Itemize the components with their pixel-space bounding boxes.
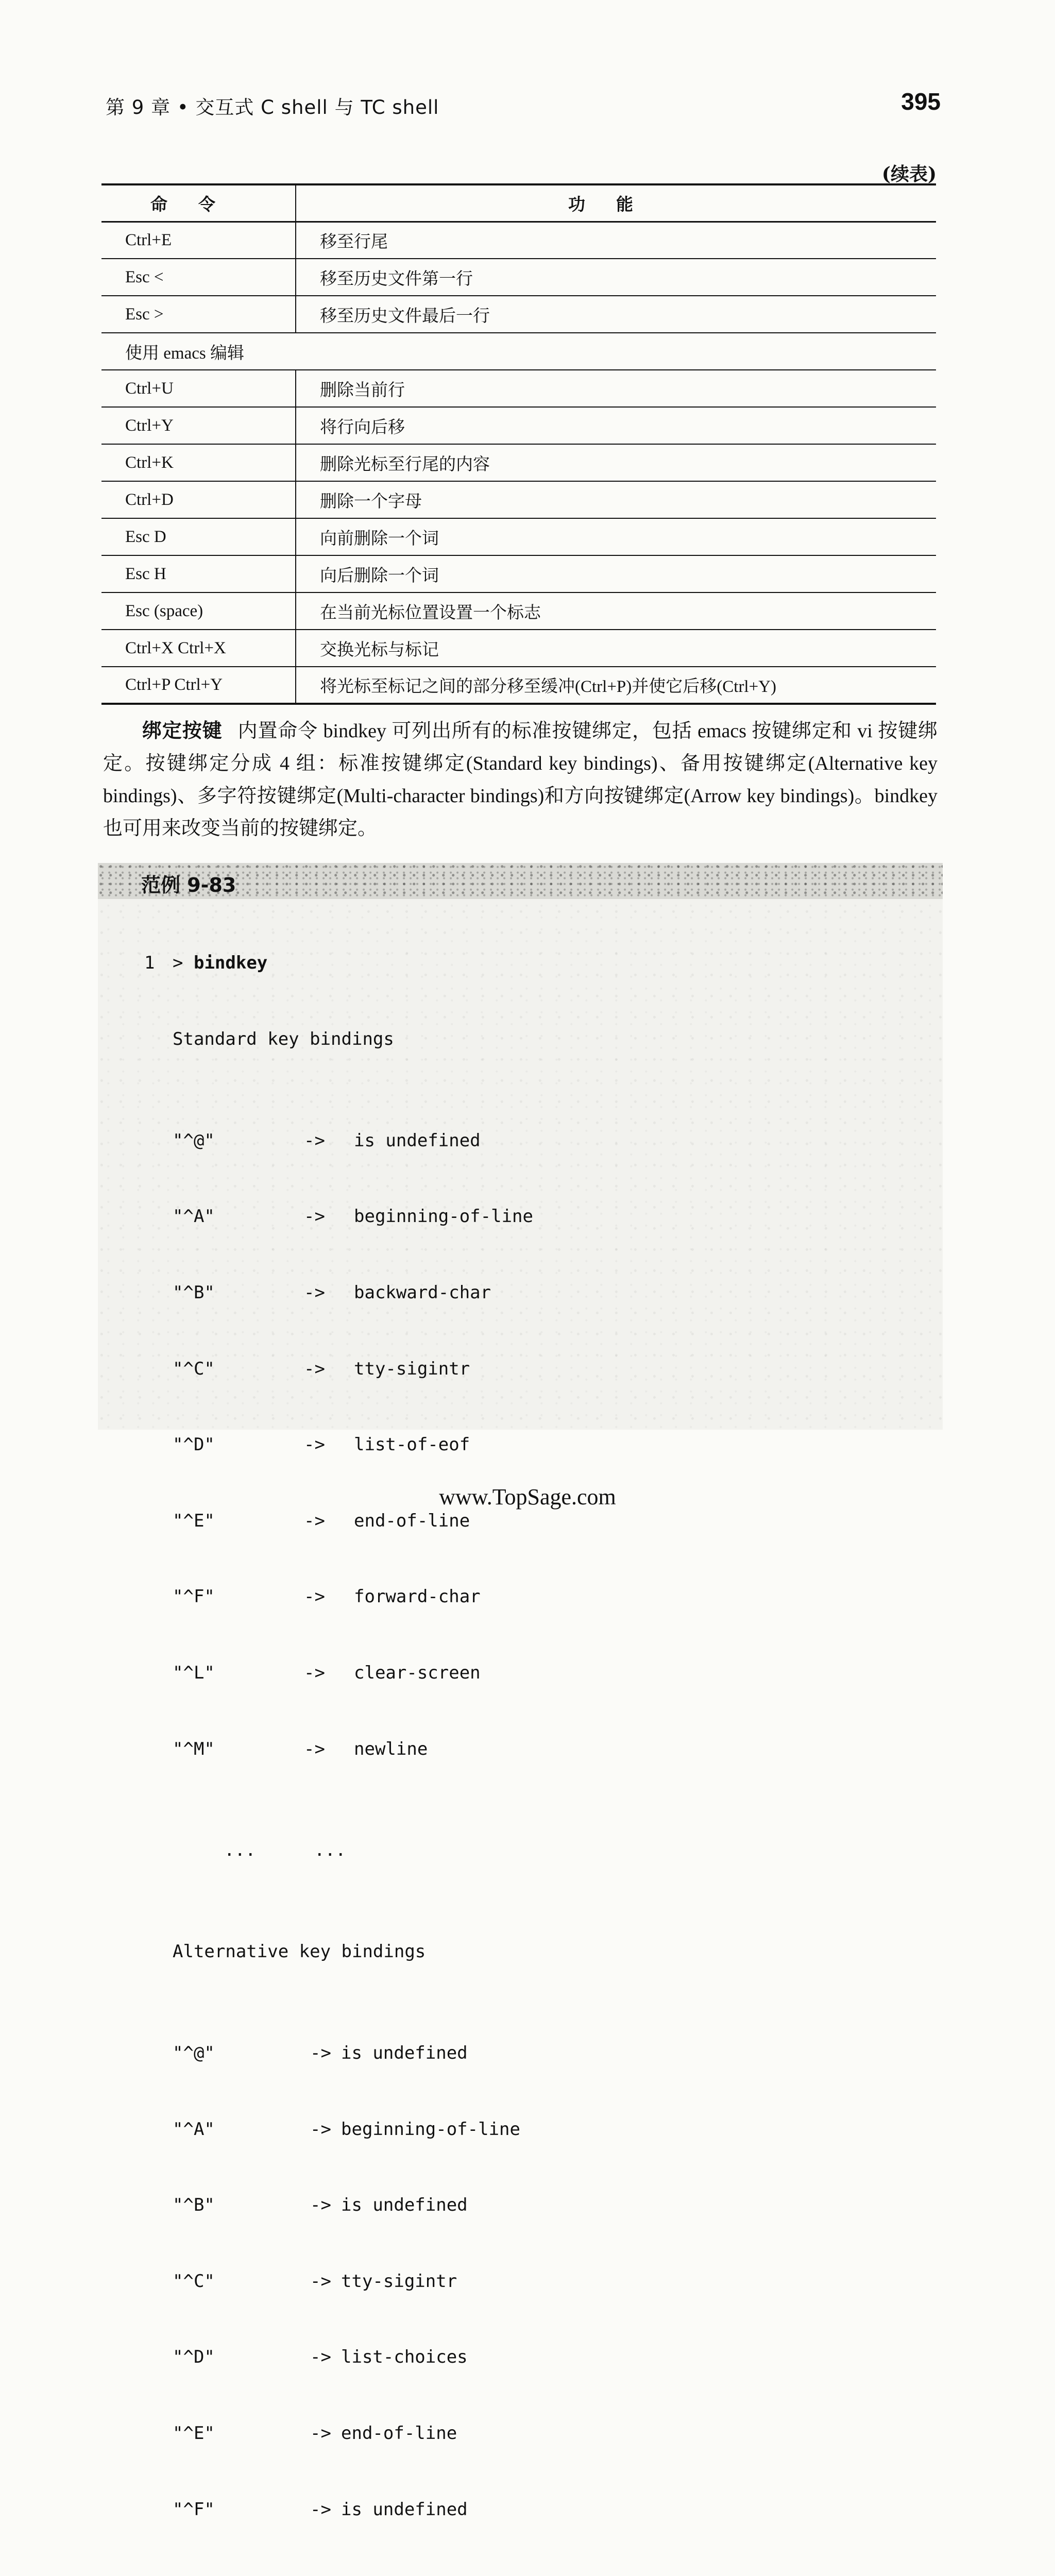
binding-desc: tty-sigintr	[341, 2270, 457, 2292]
binding-desc: end-of-line	[341, 2422, 457, 2444]
function-cell: 在当前光标位置设置一个标志	[296, 592, 936, 630]
binding-desc: is undefined	[341, 2499, 468, 2520]
command-cell: Ctrl+K	[101, 444, 296, 481]
binding-desc: list-of-eof	[354, 1434, 470, 1455]
footer-url: www.TopSage.com	[439, 1484, 616, 1510]
binding-desc: list-choices	[341, 2347, 468, 2368]
page-number: 395	[901, 88, 941, 115]
binding-line	[98, 1432, 470, 1458]
binding-key: "^M"	[173, 1738, 215, 1759]
binding-key: "^E"	[173, 1510, 215, 1531]
binding-arrow: ->	[310, 2499, 331, 2520]
binding-arrow: ->	[310, 2270, 331, 2292]
standard-heading: Standard key bindings	[173, 1029, 394, 1049]
binding-arrow: ->	[304, 1206, 325, 1227]
function-cell: 移至历史文件第一行	[296, 259, 936, 296]
table-row	[101, 630, 936, 667]
binding-key: "^F"	[173, 2499, 215, 2520]
table-row	[101, 481, 936, 518]
binding-key: "^F"	[173, 1586, 215, 1607]
binding-desc: is undefined	[341, 2195, 468, 2216]
binding-key: "^D"	[173, 2347, 215, 2368]
binding-arrow: ->	[310, 2195, 331, 2216]
binding-desc: beginning-of-line	[354, 1206, 533, 1227]
table-row	[101, 518, 936, 555]
binding-desc: tty-sigintr	[354, 1358, 470, 1379]
binding-line	[98, 2497, 468, 2522]
binding-arrow: ->	[304, 1510, 325, 1531]
binding-key: "^@"	[173, 2042, 215, 2063]
binding-arrow: ->	[310, 2347, 331, 2368]
binding-arrow: ->	[304, 1662, 325, 1683]
binding-line	[98, 2421, 457, 2446]
command-cell: Esc >	[101, 296, 296, 333]
table-section-row	[101, 333, 936, 370]
function-cell: 移至行尾	[296, 222, 936, 259]
binding-arrow: ->	[304, 1130, 325, 1151]
function-cell: 向后删除一个词	[296, 555, 936, 592]
paragraph-text: 内置命令 bindkey 可列出所有的标准按键绑定，包括 emacs 按键绑定和 vi 按键绑定。按键绑定分成 4 组：标准按键绑定(Standard key bindings)、备用按键绑定(Alternative key bindings)、多字符按键绑定(Multi-character bindings)和方向按键绑定(Arrow key bindings)。bindkey 也可用来改变当前的按键绑定。	[103, 720, 938, 839]
binding-key: "^B"	[173, 1282, 215, 1303]
table-continued-label: (续表)	[881, 163, 937, 185]
table-header-row	[101, 184, 936, 222]
binding-arrow: ->	[304, 1434, 325, 1455]
command-cell: Ctrl+U	[101, 370, 296, 407]
binding-key: "^D"	[173, 1434, 215, 1455]
binding-key: "^B"	[173, 2195, 215, 2216]
binding-desc: clear-screen	[354, 1662, 481, 1683]
column-header-command: 命令	[101, 184, 296, 222]
running-header: 第 9 章 • 交互式 C shell 与 TC shell	[106, 96, 439, 118]
command-cell: Ctrl+Y	[101, 407, 296, 444]
function-cell: 向前删除一个词	[296, 518, 936, 555]
binding-line	[98, 1357, 470, 1382]
command-cell: Esc (space)	[101, 592, 296, 630]
table-row	[101, 370, 936, 407]
binding-desc: end-of-line	[354, 1510, 470, 1531]
command-cell: Ctrl+E	[101, 222, 296, 259]
ellipsis: ...	[314, 1840, 346, 1861]
table-row	[101, 592, 936, 630]
command-cell: Ctrl+X Ctrl+X	[101, 630, 296, 667]
prompt: >	[173, 953, 183, 974]
binding-key: "^C"	[173, 2270, 215, 2292]
example-title: 范例 9-83	[141, 874, 236, 896]
table-row	[101, 444, 936, 481]
code-line-command	[98, 951, 268, 976]
binding-line	[98, 1128, 481, 1154]
command-cell: Esc D	[101, 518, 296, 555]
table-row	[101, 407, 936, 444]
function-cell: 移至历史文件最后一行	[296, 296, 936, 333]
command-cell: Esc H	[101, 555, 296, 592]
binding-key: "^A"	[173, 1206, 215, 1227]
table-row	[101, 667, 936, 704]
binding-arrow: ->	[304, 1358, 325, 1379]
ellipsis-line	[98, 1838, 346, 1863]
function-cell: 删除当前行	[296, 370, 936, 407]
binding-arrow: ->	[304, 1586, 325, 1607]
ellipsis: ...	[224, 1840, 256, 1861]
binding-key: "^E"	[173, 2422, 215, 2444]
binding-key: "^A"	[173, 2119, 215, 2140]
binding-key: "^C"	[173, 1358, 215, 1379]
example-title-bar	[98, 863, 943, 899]
column-header-function: 功能	[296, 184, 936, 222]
binding-arrow: ->	[304, 1738, 325, 1759]
binding-desc: is undefined	[341, 2042, 468, 2063]
command-cell: Ctrl+P Ctrl+Y	[101, 667, 296, 704]
command-text: bindkey	[193, 953, 268, 974]
line-number: 1	[144, 953, 155, 974]
command-cell: Ctrl+D	[101, 481, 296, 518]
binding-arrow: ->	[310, 2422, 331, 2444]
binding-line	[98, 1737, 428, 1762]
table-row	[101, 555, 936, 592]
binding-line	[98, 1584, 481, 1609]
binding-desc: is undefined	[354, 1130, 481, 1151]
function-cell: 将行向后移	[296, 407, 936, 444]
binding-arrow: ->	[310, 2119, 331, 2140]
binding-desc: beginning-of-line	[341, 2119, 520, 2140]
binding-desc: newline	[354, 1738, 428, 1759]
function-cell: 交换光标与标记	[296, 630, 936, 667]
table-row	[101, 296, 936, 333]
binding-line	[98, 1660, 481, 1686]
binding-desc: backward-char	[354, 1282, 491, 1303]
body-paragraph	[103, 715, 938, 845]
function-cell: 删除光标至行尾的内容	[296, 444, 936, 481]
binding-line	[98, 1509, 470, 1534]
key-command-table	[101, 183, 936, 705]
binding-line	[98, 1280, 491, 1306]
binding-line	[98, 2269, 457, 2294]
paragraph-lead: 绑定按键	[142, 720, 223, 742]
binding-arrow: ->	[310, 2042, 331, 2063]
binding-arrow: ->	[304, 1282, 325, 1303]
table-row	[101, 222, 936, 259]
alternative-heading: Alternative key bindings	[173, 1941, 426, 1962]
section-label: 使用 emacs 编辑	[101, 333, 936, 370]
function-cell: 删除一个字母	[296, 481, 936, 518]
binding-line	[98, 2193, 468, 2218]
binding-key: "^@"	[173, 1130, 215, 1151]
binding-desc: forward-char	[354, 1586, 481, 1607]
binding-line	[98, 1204, 533, 1229]
binding-line	[98, 2345, 468, 2370]
command-cell: Esc <	[101, 259, 296, 296]
binding-line	[98, 2041, 468, 2066]
function-cell: 将光标至标记之间的部分移至缓冲(Ctrl+P)并使它后移(Ctrl+Y)	[296, 667, 936, 704]
binding-line	[98, 2117, 520, 2142]
table-row	[101, 259, 936, 296]
binding-key: "^L"	[173, 1662, 215, 1683]
